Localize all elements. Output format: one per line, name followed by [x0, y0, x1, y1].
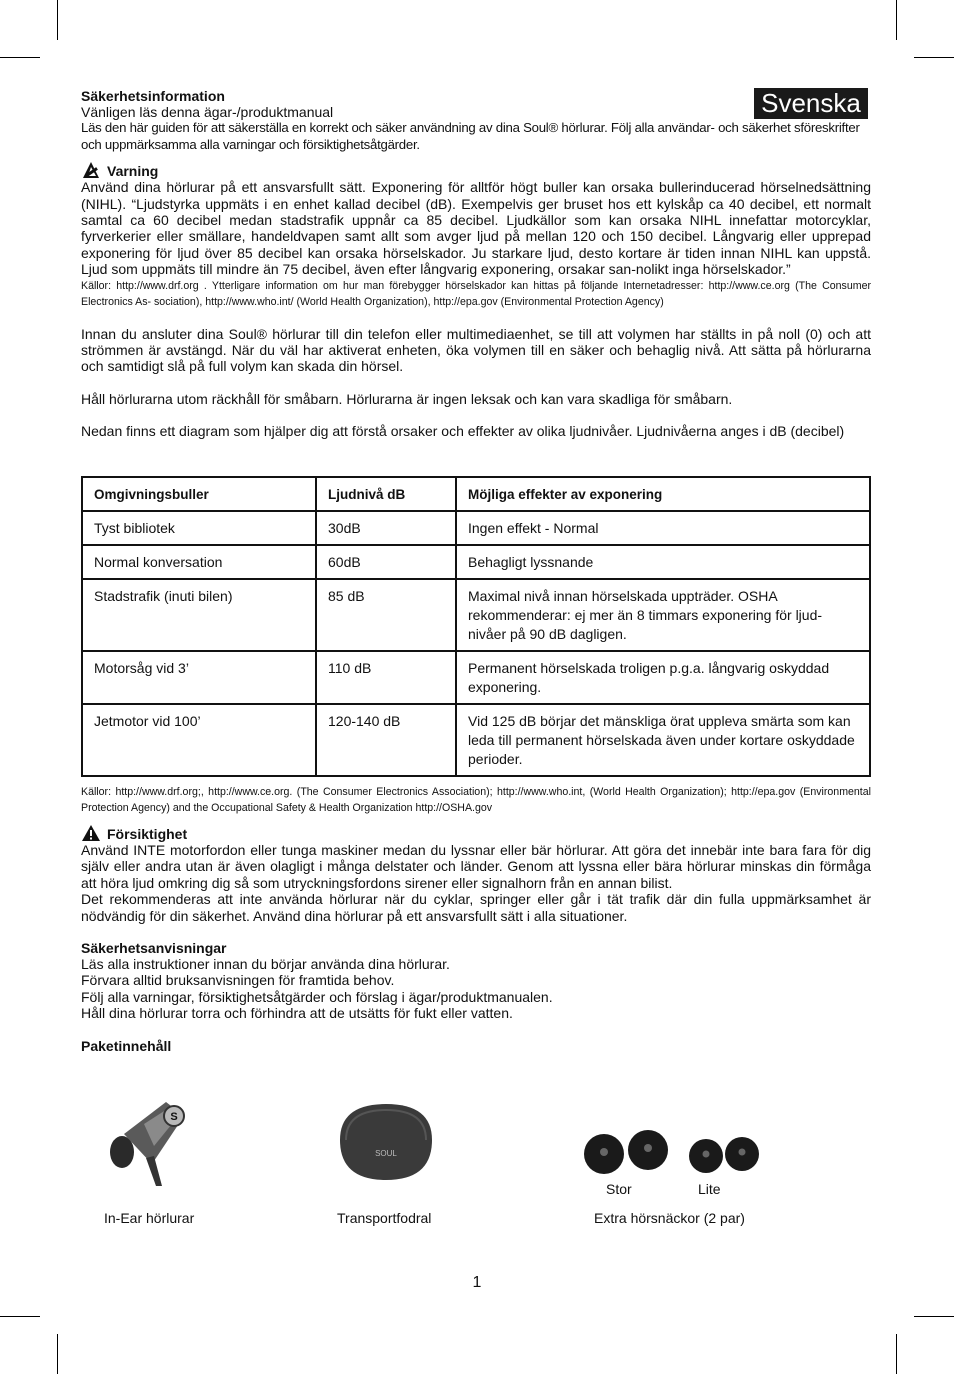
crop-mark: [914, 57, 954, 58]
table-cell: Vid 125 dB börjar det mänskliga örat uppleva smärta som kan leda till permanent hörselskada även under kortare oskyddade perioder.: [456, 704, 870, 776]
warning-body: Använd dina hörlurar på ett ansvarsfullt sätt. Exponering för alltför högt buller kan orsaka bullerinducerad hörselnedsättning (NIHL). “Ljudstyrka uppmäts i en enhet kallad decibel (dB). Exempelvis ger bruset hos ett kylskåp ca 40 decibel, ett normalt samtal ca 60 decibel medan stadstrafik uppnår ca 85 decibel. Ljudkällor som kan orsaka NIHL innefattar motorcyklar, fyrverkerier eller smällare, handeldvapen samt allt som avger ljud på mellan 120 och 150 decibel. Långvarig eller upprepad exponering för ljud över 85 decibel kan orsaka hörselskador. Ju starkare ljud, desto kortare är tiden innan NIHL kan uppstå. Ljud som uppmäts till mindre än 75 decibel, även efter långvarig exponering, orsakar san-nolikt inga hörselskador.”: [81, 179, 871, 278]
case-label: Transportfodral: [337, 1210, 432, 1226]
table-cell: Jetmotor vid 100’: [82, 704, 316, 776]
table-row: [82, 651, 870, 704]
tips-large-label: Stor: [606, 1181, 632, 1197]
table-header: Möjliga effekter av exponering: [456, 477, 870, 511]
crop-mark: [914, 1316, 954, 1317]
caution-body-1: Använd INTE motorfordon eller tunga maskiner medan du lyssnar eller bär hörlurar. Att göra det innebär inte bara fara för dig själv eller andra utan är även olagligt i många delstater och länder. Genom att lyssna eller bära hörlurar minskas din förmåga att höra ljud omkring dig så som utryckningsfordons sirener eller signalhorn från en annan bilist.: [81, 842, 871, 891]
table-cell: Ingen effekt - Normal: [456, 511, 870, 545]
svg-text:S: S: [170, 1111, 178, 1123]
table-cell: Motorsåg vid 3’: [82, 651, 316, 704]
connect-paragraph: Innan du ansluter dina Soul® hörlurar till din telefon eller multimediaenhet, se till att volymen har ställts in på noll (0) och att strömmen är avstängd. När du väl har aktiverat enheten, öka volymen till en säker och behaglig nivå. Att sätta på hörlurarna och samtidigt slå på full volym kan skada din hörsel.: [81, 325, 871, 375]
table-header-row: [82, 477, 870, 511]
table-cell: 120-140 dB: [316, 704, 456, 776]
main-content: [81, 88, 871, 440]
tips-small-label: Lite: [698, 1181, 721, 1197]
crop-mark: [896, 1334, 897, 1374]
instruction-line: Följ alla varningar, försiktighetsåtgärder och förslag i ägar/produktmanualen.: [81, 988, 553, 1005]
table-cell: Normal konversation: [82, 545, 316, 579]
package-title: Paketinnehåll: [81, 1037, 172, 1054]
safety-info-title: Säkerhetsinformation: [81, 88, 225, 104]
table-sources: Källor: http://www.drf.org;, http://www.ce.org. (The Consumer Electronics Association); http://www.who.int, (World Health Organization); http://epa.gov (Environmental Protection Agency) and the Occupational Safety & Health Organization http://OSHA.gov: [81, 786, 871, 814]
table-cell: Tyst bibliotek: [82, 511, 316, 545]
warning-sources: Källor: http://www.drf.org . Ytterligare information om hur man förebygger hörselskador kan hittas på följande Internetadresser: http://www.ce.org (The Consumer Electronics As- sociation), http://www.who.int/ (World Health Organization), http://epa.gov (Environmental Protection Agency): [81, 279, 871, 308]
instructions-title: Säkerhetsanvisningar: [81, 940, 227, 957]
table-cell: 110 dB: [316, 651, 456, 704]
instruction-line: Läs alla instruktioner innan du börjar använda dina hörlurar.: [81, 956, 450, 973]
safety-info-subtitle: Vänligen läs denna ägar-/produktmanual: [81, 104, 334, 120]
language-badge: Svenska: [754, 88, 868, 119]
table-header: Omgivningsbuller: [82, 477, 316, 511]
table-cell: Maximal nivå innan hörselskada uppträder. OSHA rekommenderar: ej mer än 8 timmars exponering för ljud-nivåer på 90 dB dagligen.: [456, 579, 870, 651]
table-cell: Stadstrafik (inuti bilen): [82, 579, 316, 651]
lower-content: [81, 784, 871, 1054]
table-cell: 30dB: [316, 511, 456, 545]
instruction-line: Förvara alltid bruksanvisningen för framtida behov.: [81, 972, 395, 989]
table-header: Ljudnivå dB: [316, 477, 456, 511]
crop-mark: [896, 0, 897, 40]
warning-pen-icon: [81, 161, 101, 179]
case-logo-text: SOUL: [375, 1149, 397, 1158]
earphones-label: In-Ear hörlurar: [104, 1210, 195, 1226]
tips-label: Extra hörsnäckor (2 par): [594, 1210, 745, 1226]
earphone-illustration: [104, 1094, 194, 1189]
crop-mark: [57, 0, 58, 40]
table-row: [82, 545, 870, 579]
table-row: [82, 579, 870, 651]
crop-mark: [57, 1334, 58, 1374]
table-cell: Behagligt lyssnande: [456, 545, 870, 579]
caution-title: Försiktighet: [107, 826, 188, 842]
table-row: [82, 704, 870, 776]
table-cell: 60dB: [316, 545, 456, 579]
transport-case-illustration: [332, 1100, 440, 1184]
instruction-line: Håll dina hörlurar torra och förhindra att de utsätts för fukt eller vatten.: [81, 1005, 513, 1022]
page-number: 1: [472, 1274, 482, 1291]
warning-heading: [81, 161, 871, 179]
table-cell: Permanent hörselskada troligen p.g.a. långvarig oskyddad exponering.: [456, 651, 870, 704]
children-paragraph: Håll hörlurarna utom räckhåll för småbarn. Hörlurarna är ingen leksak och kan vara skadliga för småbarn.: [81, 390, 733, 407]
crop-mark: [0, 57, 40, 58]
ear-tips-illustration: [582, 1124, 774, 1182]
crop-mark: [0, 1316, 40, 1317]
warning-title: Varning: [107, 163, 159, 180]
caution-triangle-icon: [81, 824, 101, 842]
safety-info-intro: Läs den här guiden för att säkerställa en korrekt och säker användning av dina Soul® hörlurar. Följ alla användar- och säkerhet sföreskrifter och uppmärksamma alla varningar och försiktighetsåtgärder.: [81, 120, 860, 152]
caution-heading: [81, 824, 871, 842]
table-cell: 85 dB: [316, 579, 456, 651]
diagram-paragraph: Nedan finns ett diagram som hjälper dig att förstå orsaker och effekter av olika ljudnivåer. Ljudnivåerna anges i dB (decibel): [81, 423, 845, 440]
noise-level-table: [81, 476, 871, 777]
table-row: [82, 511, 870, 545]
caution-body-2: Det rekommenderas att inte använda hörlurar när du cyklar, springer eller går i tät trafik där din fulla uppmärksamhet är nödvändig för din säkerhet. Använd dina hörlurar på ett ansvarsfullt sätt i alla situationer.: [81, 891, 871, 924]
